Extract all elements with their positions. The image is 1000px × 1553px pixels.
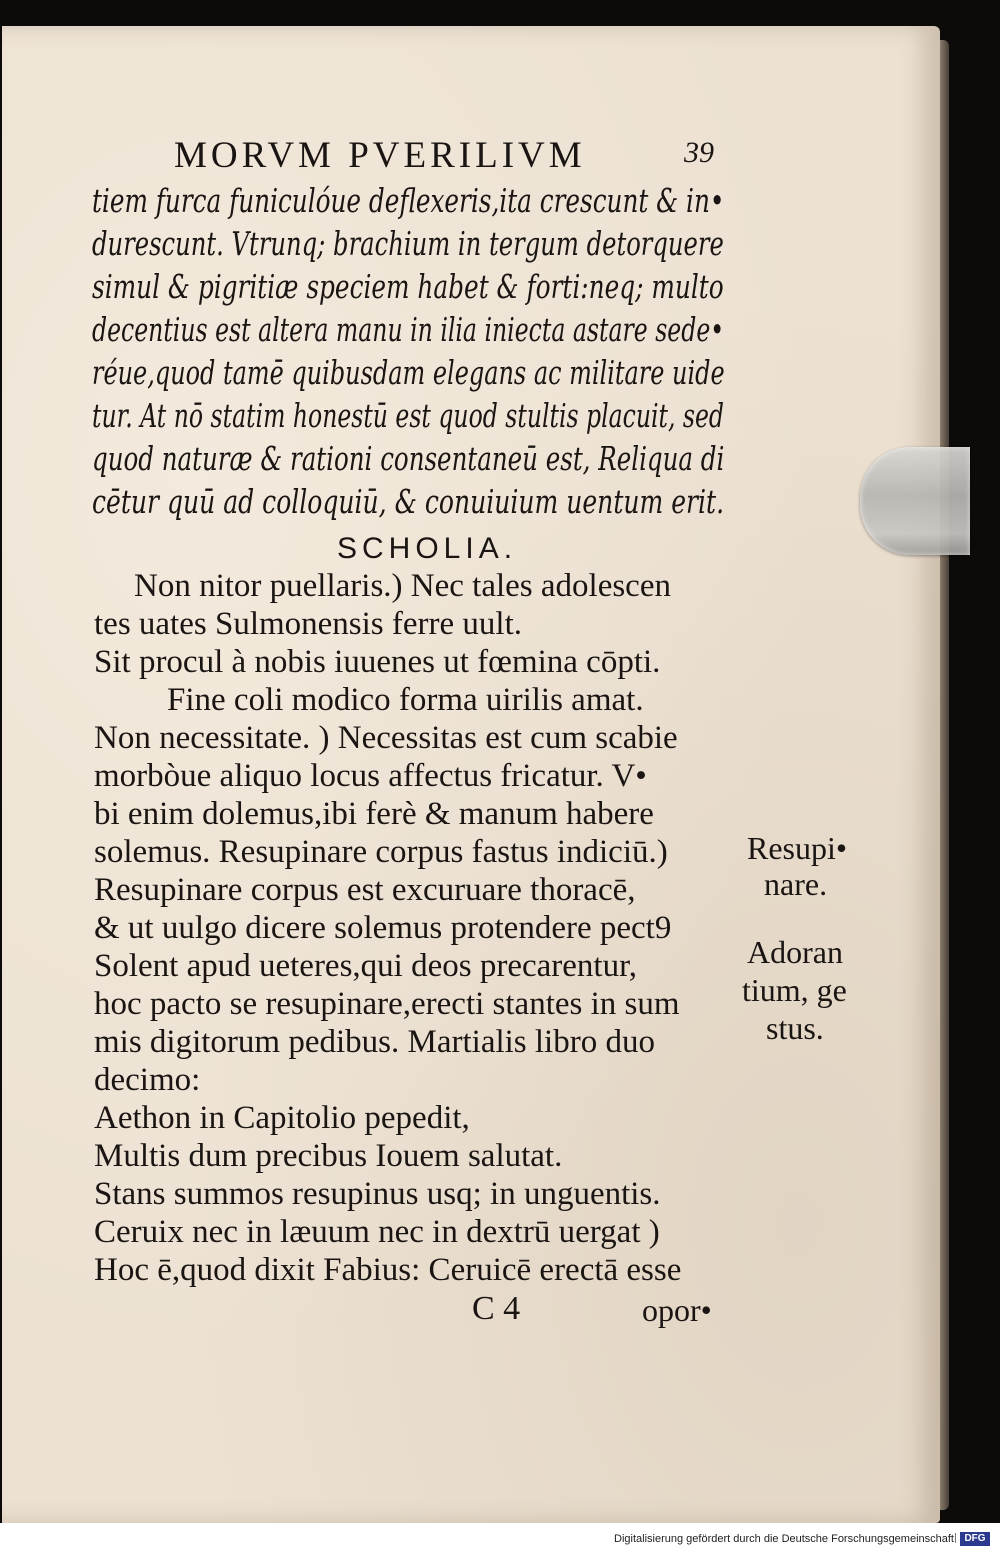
folio-number: 39 xyxy=(684,136,714,169)
main-text-line: cētur quū ad colloquiū, & conuiuium uentum erit. xyxy=(92,482,725,521)
scholia-line: Solent apud ueteres,qui deos precarentur, xyxy=(94,948,637,984)
main-text-line: durescunt. Vtrunq; brachium in tergum detorquere xyxy=(92,224,724,263)
dfg-logo: DFG xyxy=(960,1532,990,1546)
marginal-note: Adoran xyxy=(747,934,843,970)
book-page xyxy=(2,26,940,1523)
digitization-footer xyxy=(0,1523,1000,1553)
verse-line: Aethon in Capitolio pepedit, xyxy=(94,1100,470,1136)
running-head: MORVM PVERILIVM xyxy=(174,135,586,176)
scholia-line: bi enim dolemus,ibi ferè & manum habere xyxy=(94,796,654,832)
scholia-line: Fine coli modico forma uirilis amat. xyxy=(167,682,644,718)
main-text-line: tiem furca funiculóue deflexeris,ita crescunt & in• xyxy=(92,181,725,220)
catchword: opor• xyxy=(642,1292,712,1328)
marginal-note: stus. xyxy=(766,1010,824,1046)
main-text-line: simul & pigritiæ speciem habet & forti:neq; multo xyxy=(92,267,724,306)
verse-line: Multis dum precibus Iouem salutat. xyxy=(94,1138,563,1174)
scholia-line: Ceruix nec in læuum nec in dextrū uergat ) xyxy=(94,1214,660,1250)
scholia-line: Hoc ē,quod dixit Fabius: Ceruicē erectā esse xyxy=(94,1252,682,1288)
marginal-note: tium, ge xyxy=(742,972,847,1008)
scholia-heading: SCHOLIA. xyxy=(337,532,518,565)
main-text-line: quod naturæ & rationi consentaneū est, Reliqua di xyxy=(92,439,725,478)
scholia-line: mis digitorum pedibus. Martialis libro duo xyxy=(94,1024,655,1060)
scholia-line: hoc pacto se resupinare,erecti stantes in sum xyxy=(94,986,680,1022)
verse-line: Stans summos resupinus usq; in unguentis. xyxy=(94,1176,661,1212)
scholia-line: decimo: xyxy=(94,1062,201,1098)
main-text-line: decentius est altera manu in ilia iniecta astare sede• xyxy=(92,310,725,349)
page-clip xyxy=(860,447,970,555)
scholia-line: tes uates Sulmonensis ferre uult. xyxy=(94,606,523,642)
footer-separator xyxy=(955,1533,956,1543)
funding-credit: Digitalisierung gefördert durch die Deutsche Forschungsgemeinschaft xyxy=(614,1533,954,1545)
scholia-line: morbòue aliquo locus affectus fricatur. V• xyxy=(94,758,647,794)
main-text-line: réue,quod tamē quibusdam elegans ac militare uide xyxy=(92,353,725,392)
scholia-line: & ut uulgo dicere solemus protendere pect9 xyxy=(94,910,672,946)
main-text-line: tur. At nō statim honestū est quod stultis placuit, sed xyxy=(92,396,724,435)
scholia-line: Non necessitate. ) Necessitas est cum scabie xyxy=(94,720,678,756)
marginal-note: nare. xyxy=(764,866,828,902)
scholia-line: Sit procul à nobis iuuenes ut fœmina cōpti. xyxy=(94,644,661,680)
signature-mark: C 4 xyxy=(472,1290,521,1327)
marginal-note: Resupi• xyxy=(747,830,848,866)
scholia-line: Resupinare corpus est excuruare thoracē, xyxy=(94,872,636,908)
scholia-line: solemus. Resupinare corpus fastus indiciū.) xyxy=(94,834,668,870)
scholia-line: Non nitor puellaris.) Nec tales adolescen xyxy=(134,568,671,604)
